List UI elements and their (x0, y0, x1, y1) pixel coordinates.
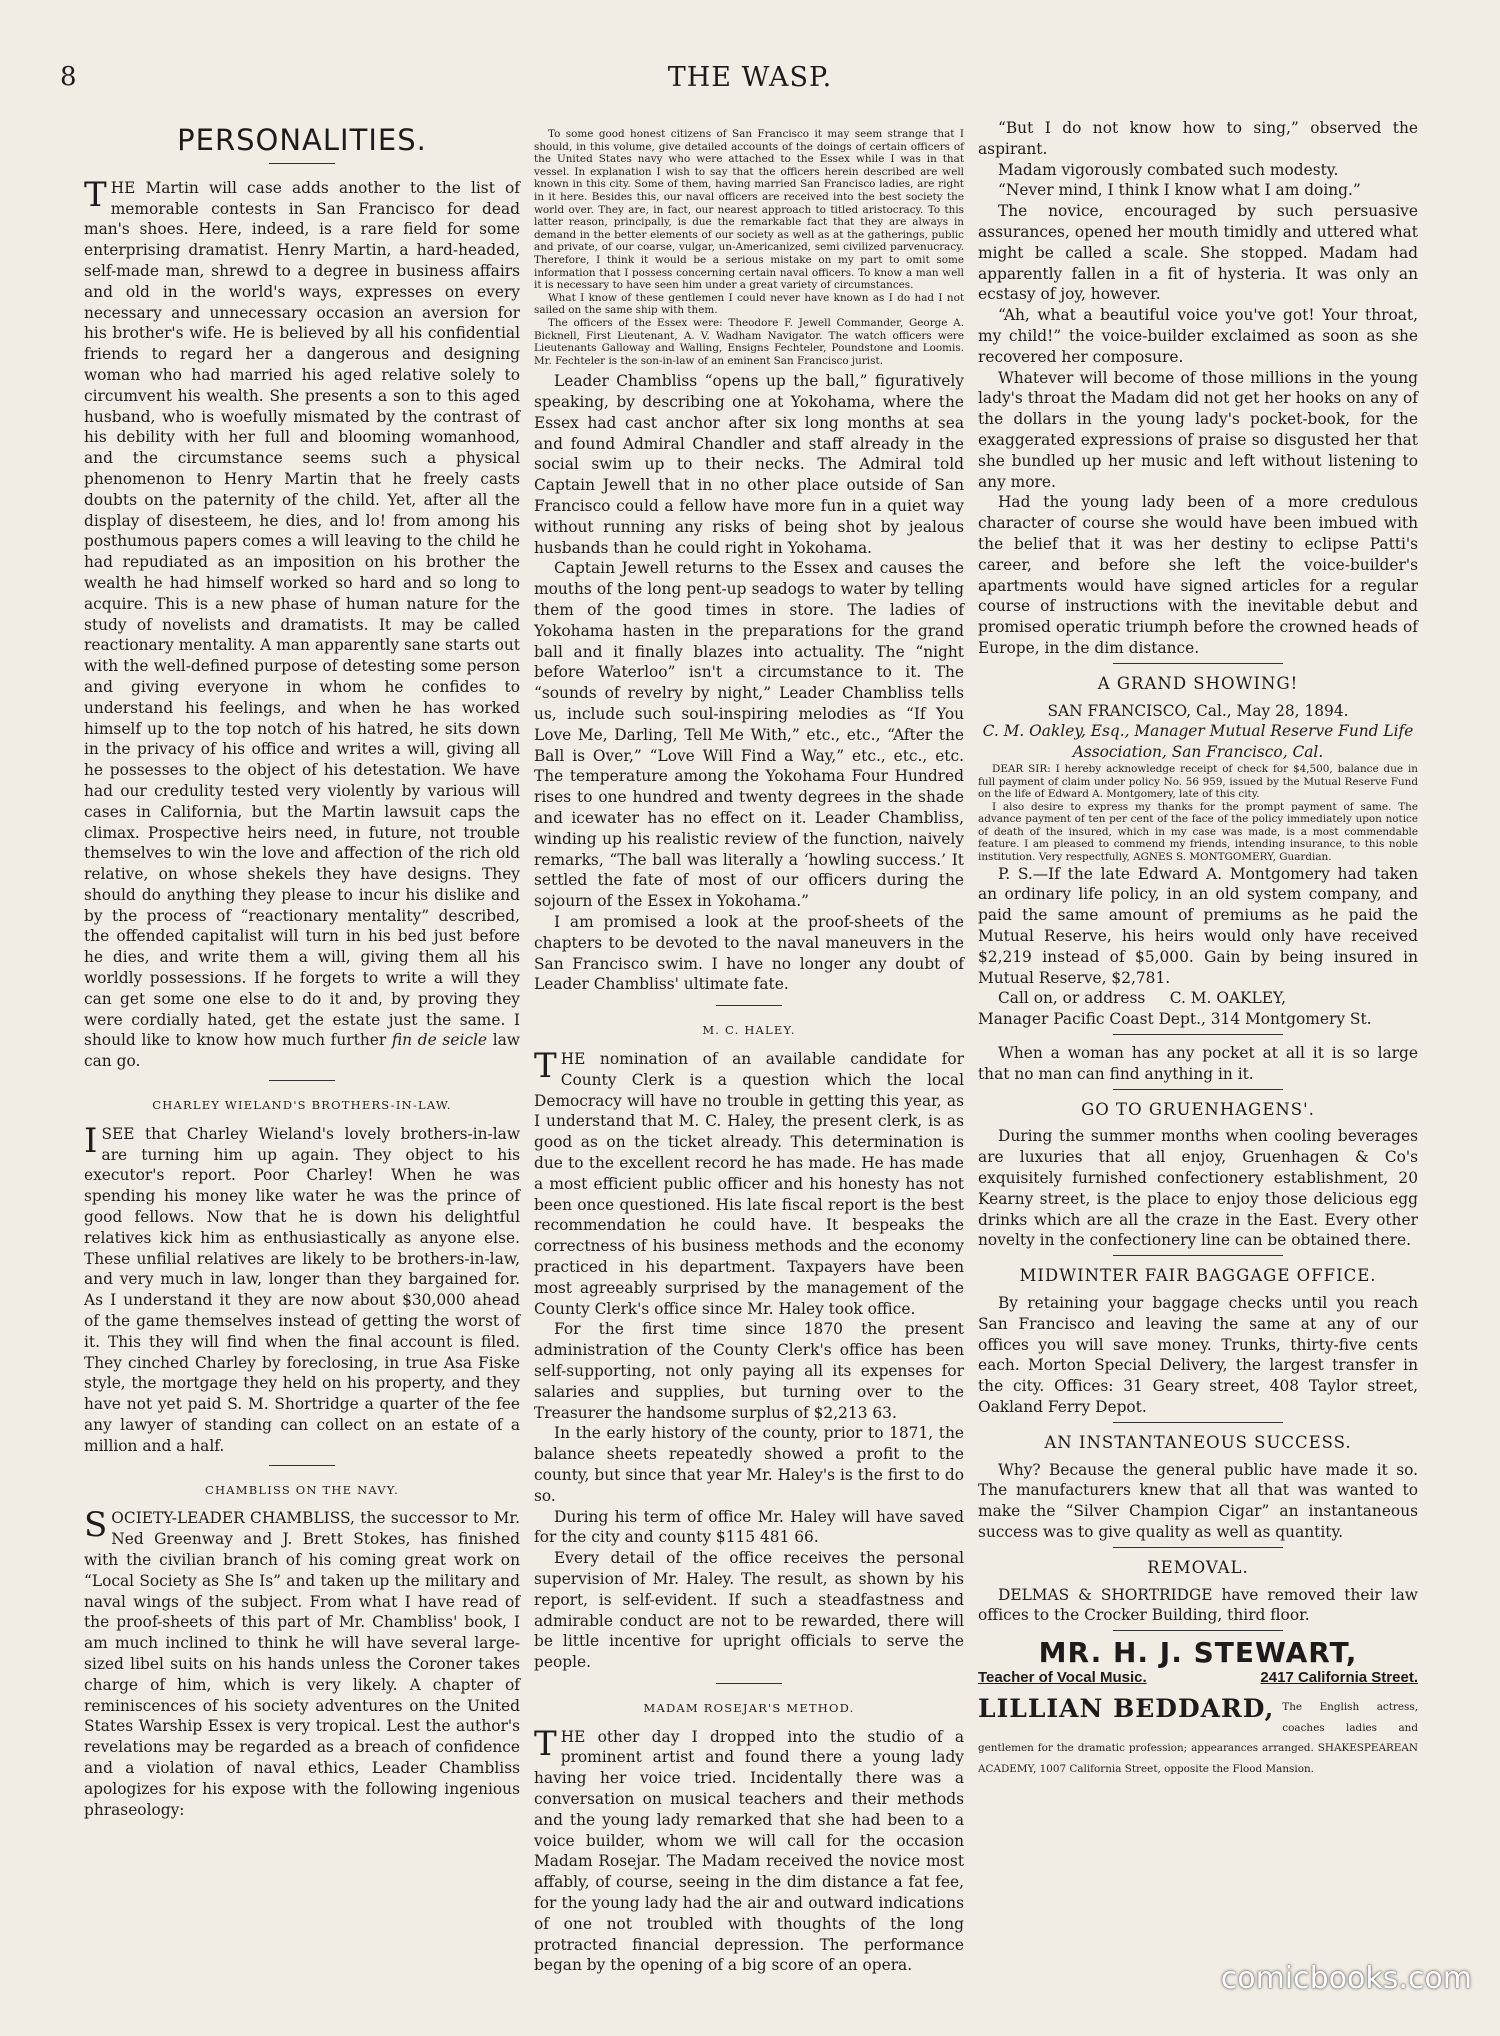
rosejar-paragraph: Madam vigorously combated such modesty. (998, 160, 1339, 179)
watermark-text: comicbooks.com (1220, 1961, 1472, 1996)
rosejar-paragraph: Whatever will become of those millions in the young lady's throat the Madam did not get her hooks on any of the dollars in the young lady's pocket-book, for the exaggerated expressions of praise so disgusted her that she bundled up her music and left without listening to any more. (978, 368, 1418, 491)
baggage-heading: MIDWINTER FAIR BAGGAGE OFFICE. (1019, 1266, 1377, 1286)
section-rule (1113, 1630, 1283, 1631)
beddard-name: LILLIAN BEDDARD, (978, 1693, 1275, 1723)
baggage-paragraph: By retaining your baggage checks until you reach San Francisco and leaving the same at any of our offices you will save money. Trunks, thirty-five cents each. Morton Special Delivery, the largest transfer in the city. Offices: 31 Geary street, 408 Taylor street, Oakland Ferry Depot. (978, 1294, 1418, 1416)
section-rule (1113, 1089, 1283, 1090)
column-middle (534, 128, 964, 1976)
column-left (84, 118, 520, 1820)
dropcap: S (84, 1505, 108, 1546)
wieland-heading: CHARLEY WIELAND'S BROTHERS-IN-LAW. (152, 1098, 452, 1113)
grand-manager: Manager Pacific Coast Dept., 314 Montgomery St. (978, 1010, 1372, 1029)
rosejar-heading: MADAM ROSEJAR'S METHOD. (643, 1700, 855, 1715)
beddard-ad (978, 1695, 1418, 1778)
letter-paragraph: DEAR SIR: I hereby acknowledge receipt of check for $4,500, balance due in full payment of claim under policy No. 56 959, issued by the Mutual Reserve Fund on the life of Edward A. Montgomery, late of this city. (978, 762, 1418, 801)
chambliss-paragraph: Leader Chambliss “opens up the ball,” figuratively speaking, by describing one at Yokohama, where the Essex had cast anchor after six long months at sea and found Admiral Chandler and staff already in the social swim up to their necks. The Admiral told Captain Jewell that in no other place outside of San Francisco could a fellow have more fun in a quiet way without running any risks of being shot by jealous husbands than he could right in Yokohama. (534, 372, 964, 557)
dropcap: T (534, 1723, 557, 1764)
section-rule (1113, 1547, 1283, 1548)
grand-letter (978, 763, 1418, 864)
grand-dateline: SAN FRANCISCO, Cal., May 28, 1894. (1047, 701, 1349, 720)
page-number: 8 (60, 62, 77, 92)
column-right (978, 118, 1418, 1778)
section-rule (269, 1080, 335, 1081)
dropcap: T (84, 174, 107, 215)
section-rule (1113, 1034, 1283, 1035)
grand-showing-heading: A GRAND SHOWING! (1097, 673, 1299, 693)
grand-call: Call on, or address C. M. OAKLEY, (998, 989, 1287, 1008)
section-rule (1113, 1255, 1283, 1256)
rosejar-paragraph: Had the young lady been of a more credulous character of course she would have been imbued with the belief that it was her destiny to eclipse Patti's career, and before she left the voice-builder's apartments would have signed articles for a regular course of instructions with the inevitable debut and promised operatic triumph before the crowned heads of Europe, in the dim distance. (978, 493, 1418, 657)
quote-paragraph: The officers of the Essex were: Theodore F. Jewell Commander, George A. Bicknell, First Lieutenant, A. V. Wadham Navigator. The watch officers were Lieutenants Galloway and Walling, Ensigns Fechteler, Poundstone and Loomis. Mr. Fechteler is the son-in-law of an eminent San Francisco jurist. (534, 316, 964, 367)
personalities-paragraph: THE Martin will case adds another to the list of memorable contests in San Francisco for dead man's shoes. Here, indeed, is a rare field for some enterprising dramatist. Henry Martin, a hard-headed, self-made man, shrewd to a degree in business affairs and old in the world's ways, expresses on every necessary and unnecessary occasion an aversion for his brother's wife. He is believed by all his confidential friends to regard her a dangerous and designing woman who had married his aged relative solely to circumvent his wealth. She presents a son to this aged husband, who is woefully mismated by the contrast of his debility with her full and blooming womanhood, and the circumstance seems such a physical phenomenon to Henry Martin that he freely casts doubts on the paternity of the child. Yet, after all the display of disesteem, he dies, and lo! from among his posthumous papers comes a will leaving to the child he had repudiated as an imposition on his brother the wealth he had himself worked so hard and so long to acquire. This is a new phase of human nature for the study of novelists and dramatists. It may be called reactionary mentality. A man apparently sane starts out with the well-defined purpose of detesting some person and giving everyone in whom he confides to understand his feelings, and when he has worked himself up to the top notch of his hatred, he sits down in the privacy of his office and writes a will, giving all he possesses to the object of his detestation. We have had our credulity tested very violently by various will cases in California, but the Martin lawsuit caps the climax. Prospective heirs need, in future, not trouble themselves to win the love and affection of the rich old relative, on whose shekels they have designs. They should do anything they please to incur his dislike and by the process of “reactionary mentality” described, the offended capitalist will turn in his bed just before he dies, and write them a will, giving them all his worldly possessions. If he forgets to write a will they can get some one else to do it and, by proving they were cordially hated, get the estate just the same. I should like to know how much further fin de seicle law can go. (84, 174, 520, 1071)
success-heading: AN INSTANTANEOUS SUCCESS. (1044, 1432, 1352, 1452)
haley-heading: M. C. HALEY. (702, 1023, 796, 1038)
stewart-ad-name: MR. H. J. STEWART, (1038, 1636, 1358, 1670)
section-rule (269, 1465, 335, 1466)
haley-paragraph: In the early history of the county, prior to 1871, the balance sheets repeatedly showed a profit to the county, but since that year Mr. Haley's is the first to do so. (534, 1424, 964, 1505)
page-header (60, 62, 1440, 98)
masthead-title: THE WASP. (667, 62, 833, 93)
haley-paragraph: During his term of office Mr. Haley will have saved for the city and county $115 481 66. (534, 1507, 964, 1547)
stewart-address: 2417 California Street. (1260, 1668, 1418, 1686)
dropcap: T (534, 1045, 557, 1086)
stewart-ad-line (978, 1668, 1418, 1689)
haley-paragraph: Every detail of the office receives the personal supervision of Mr. Haley. The result, as shown by his report, is self-evident. If such a steadfastness and admirable conduct are not to be rewarded, there will be little incentive for upright officials to serve the people. (534, 1549, 964, 1672)
wieland-paragraph: I SEE that Charley Wieland's lovely brothers-in-law are turning him up again. They object to his executor's report. Poor Charley! When he was spending his money like water he was the prince of good fellows. Now that he is down his delightful relatives kick him as enthusiastically as anyone else. These unfilial relatives are likely to be brothers-in-law, and very much in law, longer than they bargained for. As I understand it they are now about $30,000 ahead of the game themselves instead of getting the worst of it. This they will find when the final account is filed. They cinched Charley by foreclosing, in true Asa Fiske style, the mortgage they held on his property, and they have not yet paid S. M. Shortridge a quarter of the fee any lawyer of standing can collect on an estate of a million and a half. (84, 1120, 520, 1455)
chambliss-paragraph: I am promised a look at the proof-sheets of the chapters to be devoted to the naval maneuvers in the San Francisco swim. I have no longer any doubt of Leader Chambliss' ultimate fate. (534, 913, 964, 994)
dropcap: I (84, 1120, 98, 1161)
haley-paragraph: For the first time since 1870 the present administration of the County Clerk's office has been self-supporting, not only paying all its expenses for salaries and supplies, but turning over to the Treasurer the handsome surplus of $2,213 63. (534, 1320, 964, 1422)
section-rule (716, 1683, 782, 1684)
pocket-paragraph: When a woman has any pocket at all it is so large that no man can find anything in it. (978, 1044, 1418, 1083)
rosejar-paragraph: The novice, encouraged by such persuasive assurances, opened her mouth timidly and uttered what might be called a scale. She stopped. Madam had apparently fallen in a fit of hysteria. It was only an ecstasy of joy, however. (978, 202, 1418, 304)
chambliss-paragraph: Captain Jewell returns to the Essex and causes the mouths of the long pent-up seadogs to water by telling them of the good times in store. The ladies of Yokohama hasten in the preparations for the grand ball and it finally blazes into actuality. The “night before Waterloo” isn't a circumstance to it. The “sounds of revelry by night,” Leader Chambliss tells us, include such soul-inspiring melodies as “If You Love Me, Darling, Tell Me With,” etc., etc., “After the Ball is Over,” “Love Will Find a Way,” etc., etc., etc. The temperature among the Yokohama Four Hundred rises to one hundred and twenty degrees in the shade and icewater has no effect on it. Leader Chambliss, winding up his realistic review of the function, naively remarks, “The ball was literally a ‘howling success.’ It settled the fate of most of our officers during the sojourn of the Essex in Yokohama.” (534, 559, 964, 911)
section-rule (1113, 663, 1283, 664)
gruenhagens-heading: GO TO GRUENHAGENS'. (1081, 1099, 1315, 1119)
section-rule (716, 1005, 782, 1006)
rosejar-paragraph: THE other day I dropped into the studio of a prominent artist and found there a young lady having her voice tried. Incidentally there was a conversation on musical teachers and their methods and the young lady remarked that she had been to a voice builder, whom we will call for the occasion Madam Rosejar. The Madam received the novice most affably, of course, seeing in the dim distance a fat fee, for the young lady had the air and outward indications of one not troubled with thoughts of the long protracted financial depression. The performance began by the opening of a big score of an opera. (534, 1723, 964, 1975)
removal-heading: REMOVAL. (1147, 1557, 1249, 1577)
title-rule (269, 163, 335, 164)
haley-paragraph: THE nomination of an available candidate for County Clerk is a question which the local Democracy will have no trouble in getting this year, as I understand that M. C. Haley, the present clerk, is as good as on the ticket already. This determination is due to the excellent record he has made. He has made a most efficient public officer and his honesty has not been once questioned. His late fiscal report is the best recommendation he could have. It bespeaks the correctness of his business methods and the economy practiced in his department. Taxpayers have been most agreeably surprised by the management of the County Clerk's office since Mr. Haley took office. (534, 1045, 964, 1318)
rosejar-paragraph: “But I do not know how to sing,” observed the aspirant. (978, 119, 1418, 158)
letter-paragraph: I also desire to express my thanks for the prompt payment of same. The advance payment of ten per cent of the face of the policy immediately upon notice of death of the insured, which in my case was made, is a most commendable feature. I am pleased to commend my friends, intending insurance, to this noble institution. Very respectfully, AGNES S. MONTGOMERY, Guardian. (978, 800, 1418, 864)
rosejar-paragraph: “Ah, what a beautiful voice you've got! Your throat, my child!” the voice-builder exclaimed as soon as she recovered her composure. (978, 306, 1418, 366)
chambliss-quote (534, 128, 964, 367)
rosejar-paragraph: “Never mind, I think I know what I am doing.” (998, 181, 1361, 200)
removal-paragraph: DELMAS & SHORTRIDGE have removed their law offices to the Crocker Building, third floor. (978, 1585, 1418, 1625)
gruenhagens-paragraph: During the summer months when cooling beverages are luxuries that all enjoy, Gruenhagen & Co's exquisitely furnished confectionery establishment, 20 Kearny street, is the place to enjoy those delicious egg drinks which are all the craze in the East. Every other novelty in the confectionery line can be obtained there. (978, 1127, 1418, 1250)
section-rule (1113, 1422, 1283, 1423)
grand-postscript: P. S.—If the late Edward A. Montgomery had taken an ordinary life policy, in an old system company, and paid the same amount of premiums as he paid the Mutual Reserve, his heirs would only have received $2,219 instead of $5,000. Gain by being insured in Mutual Reserve, $2,781. (978, 864, 1418, 987)
quote-paragraph: What I know of these gentlemen I could never have known as I do had I not sailed on the same ship with them. (534, 291, 964, 317)
personalities-title: PERSONALITIES. (177, 123, 427, 157)
stewart-teacher: Teacher of Vocal Music. (978, 1668, 1147, 1686)
quote-paragraph: To some good honest citizens of San Francisco it may seem strange that I should, in this volume, give detailed accounts of the doings of certain officers of the United States navy who were attached to the Essex while I was in that vessel. In explanation I wish to say that the officers herein described are well known in this city. Some of them, having married San Francisco ladies, are right in it here. Besides this, our naval officers are received into the best society the world over. They are, in fact, our nearest approach to titled aristocracy. To this latter reason, principally, is due the remarkable fact that they are always in demand in the better elements of our society as well as at the gatherings, public and private, of our coarse, vulgar, un-Americanized, semi civilized parvenucracy. Therefore, I think it would be a serious mistake on my part to omit some information that I possess concerning certain naval officers. To know a man well it is necessary to have seen him under a great variety of circumstances. (534, 128, 964, 292)
chambliss-paragraph: SOCIETY-LEADER CHAMBLISS, the successor to Mr. Ned Greenway and J. Brett Stokes, has finished with the civilian branch of his coming great work on “Local Society as She Is” and taken up the military and naval wings of the subject. From what I have read of the proof-sheets of this part of Mr. Chambliss' book, I am much inclined to think he will have several large-sized libel suits on his hands unless the Coroner takes charge of him, which is very likely. A chapter of reminiscences of his society adventures on the United States Warship Essex is very tropical. Lest the author's revelations may be regarded as a breach of confidence and a violation of naval ethics, Leader Chambliss apologizes for his expose with the following ingenious phraseology: (84, 1505, 520, 1819)
beddard-text: The English actress, coaches ladies and gentlemen for the dramatic profession; appearances arranged. SHAKESPEAREAN ACADEMY, 1007 California Street, opposite the Flood Mansion. (978, 1700, 1418, 1776)
grand-addressee: C. M. Oakley, Esq., Manager Mutual Reserve Fund Life Association, San Francisco, Cal. (982, 722, 1414, 762)
success-paragraph: Why? Because the general public have made it so. The manufacturers knew that all that was wanted to make the “Silver Champion Cigar” an instantaneous success was to give quality as well as quantity. (978, 1460, 1418, 1541)
chambliss-heading: CHAMBLISS ON THE NAVY. (205, 1482, 399, 1497)
